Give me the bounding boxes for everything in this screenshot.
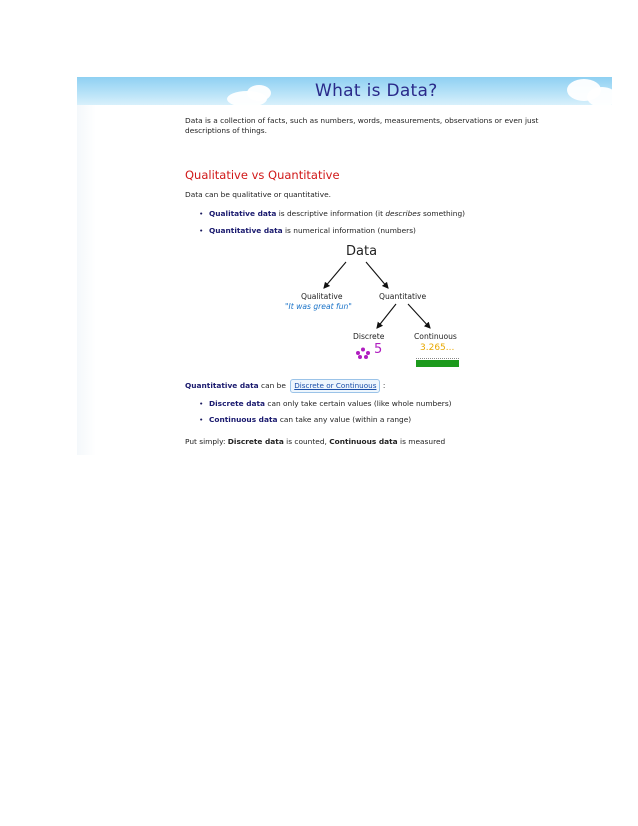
- qualitative-example: "It was great fun": [285, 302, 352, 311]
- text: Put simply:: [185, 437, 228, 446]
- diagram-quantitative: Quantitative: [379, 292, 427, 301]
- text: :: [382, 381, 386, 390]
- term: Continuous data: [329, 437, 398, 446]
- cloud-icon: [247, 85, 271, 101]
- diagram-root: Data: [346, 244, 378, 259]
- dots-icon: [355, 347, 371, 359]
- quantitative-paragraph: [185, 379, 385, 393]
- text: is numerical information (numbers): [282, 226, 416, 235]
- arrow: [324, 262, 346, 288]
- bullet-icon: •: [199, 415, 204, 424]
- emphasis: describes: [385, 209, 421, 218]
- diagram-continuous: Continuous: [414, 332, 457, 341]
- left-margin: [77, 105, 96, 455]
- cloud-icon: [587, 87, 612, 105]
- text: can only take certain values (like whole numbers): [265, 399, 452, 408]
- measure-bar: [416, 360, 459, 367]
- term: Qualitative data: [209, 209, 277, 218]
- term: Discrete data: [227, 437, 284, 446]
- section-lead: Data can be qualitative or quantitative.: [185, 190, 331, 199]
- text: can be: [258, 381, 289, 390]
- intro-paragraph: Data is a collection of facts, such as numbers, words, measurements, observations or even just descriptions of things.: [185, 116, 539, 135]
- arrow: [408, 304, 430, 328]
- page-title: What is Data?: [315, 81, 438, 101]
- section-heading: Qualitative vs Quantitative: [185, 168, 340, 182]
- text: can take any value (within a range): [277, 415, 412, 424]
- arrow: [377, 304, 396, 328]
- term: Continuous data: [209, 415, 278, 424]
- page: [77, 77, 612, 455]
- discrete-or-continuous-link[interactable]: Discrete or Continuous: [290, 379, 380, 393]
- diagram-qualitative: Qualitative: [301, 292, 343, 301]
- text: is counted,: [283, 437, 330, 446]
- bullet-icon: •: [199, 226, 204, 235]
- text: is descriptive information (it: [276, 209, 386, 218]
- arrow: [366, 262, 388, 288]
- diagram-discrete: Discrete: [353, 332, 385, 341]
- header-banner: [77, 77, 612, 105]
- term: Quantitative data: [185, 381, 259, 390]
- summary-paragraph: [185, 437, 445, 447]
- discrete-example: 5: [374, 342, 383, 357]
- data-types-diagram: [282, 240, 472, 372]
- term: Discrete data: [209, 399, 266, 408]
- term: Quantitative data: [209, 226, 283, 235]
- text: is measured: [397, 437, 446, 446]
- bullet-icon: •: [199, 209, 204, 218]
- text: something): [420, 209, 466, 218]
- ruler-icon: [416, 354, 459, 359]
- bullet-icon: •: [199, 399, 204, 408]
- continuous-example: 3.265...: [420, 343, 455, 353]
